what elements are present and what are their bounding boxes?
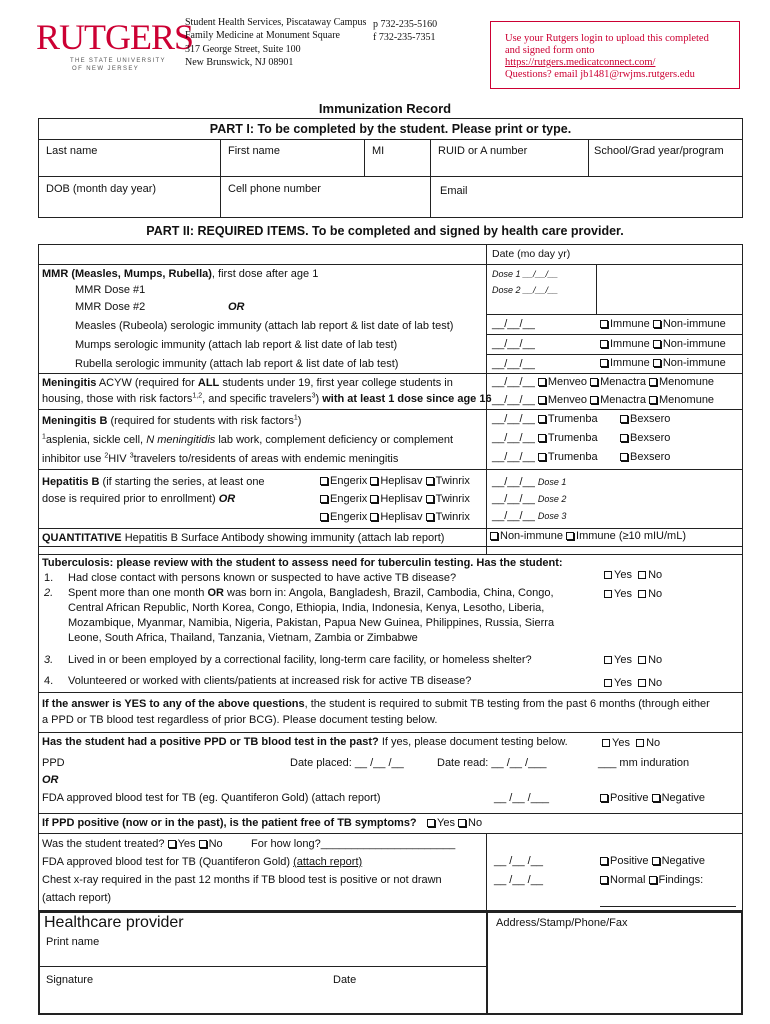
date-blank[interactable]: __/__/__	[492, 493, 535, 505]
tb-positive-question	[42, 736, 568, 748]
checkbox[interactable]	[600, 857, 608, 865]
mmr-title	[42, 268, 318, 280]
option-label: Engerix	[330, 511, 368, 523]
checkbox[interactable]	[638, 679, 646, 687]
dose-label: Dose 3	[537, 511, 567, 521]
email-field[interactable]: Email	[440, 185, 468, 197]
tb-q3-num: 3.	[44, 654, 54, 666]
hepb-dose3-date[interactable]	[492, 510, 566, 522]
date-blank[interactable]: __/__/__	[492, 432, 535, 444]
sup: 3	[129, 452, 134, 460]
option-label: Twinrix	[435, 511, 470, 523]
address-line: 317 George Street, Suite 100	[185, 43, 301, 55]
part2-heading: PART II: REQUIRED ITEMS. To be completed and signed by health care provider.	[146, 224, 624, 238]
checkbox[interactable]	[652, 794, 660, 802]
option-label: Menactra	[600, 394, 646, 406]
checkbox[interactable]	[649, 378, 657, 386]
menb-dose3[interactable]	[492, 451, 598, 463]
logo-wordmark: RUTGERS	[36, 17, 194, 57]
upload-link[interactable]: https://rutgers.medicatconnect.com/	[505, 57, 656, 68]
tb-if-yes-line2: a PPD or TB blood test regardless of prior BCG). Please document testing below.	[42, 714, 438, 726]
option-label: No	[648, 677, 663, 689]
menacwy-line2	[42, 393, 492, 405]
text: (required for students with risk factors	[107, 415, 294, 427]
notice-line: Use your Rutgers login to upload this completed	[505, 33, 709, 44]
provider-signature[interactable]: Signature	[46, 974, 94, 986]
text: asplenia, sickle cell,	[45, 434, 147, 446]
checkbox[interactable]	[426, 495, 434, 503]
provider-date[interactable]: Date	[333, 974, 357, 986]
checkbox[interactable]	[168, 840, 176, 848]
rubella-immunity-label: Rubella serologic immunity (attach lab report & list date of lab test)	[75, 358, 399, 370]
checkbox[interactable]	[638, 571, 646, 579]
mmr-title-bold: MMR (Measles, Mumps, Rubella)	[42, 268, 212, 280]
bexsero-option-1[interactable]	[620, 413, 670, 425]
menb-bold: Meningitis B	[42, 415, 108, 427]
checkbox[interactable]	[590, 378, 598, 386]
text: Spent more than one month	[68, 587, 208, 599]
checkbox[interactable]	[602, 739, 610, 747]
date-blank[interactable]: __/__/__	[492, 476, 535, 488]
option-label: Non-immune	[500, 530, 563, 542]
school-field[interactable]: School/Grad year/program	[594, 145, 724, 157]
option-label: Immune	[610, 357, 650, 369]
text: If the answer is YES to any of the above questions	[42, 698, 305, 710]
text: (attach report)	[293, 856, 363, 868]
option-label: Yes	[614, 654, 632, 666]
text: OR	[218, 493, 236, 505]
option-label: Heplisav	[380, 511, 423, 523]
menb-dose2[interactable]	[492, 432, 598, 444]
option-label: Non-immune	[662, 338, 726, 350]
checkbox[interactable]	[636, 739, 644, 747]
option-label: Yes	[437, 817, 455, 829]
hepb-line2	[42, 493, 235, 505]
text: Has the student had a positive PPD or TB blood test in the past?	[42, 736, 379, 748]
mumps-immunity-label: Mumps serologic immunity (attach lab report & list date of lab test)	[75, 339, 398, 351]
tb-q3: Lived in or been employed by a correctional facility, long-term care facility, or homeless shelter?	[68, 654, 532, 666]
date-blank[interactable]: __/__/__	[492, 413, 535, 425]
fda-blood-test-2-date[interactable]: __ /__ /__	[494, 855, 543, 867]
dose-label: Dose 1	[537, 477, 567, 487]
option-label: Immune	[610, 338, 650, 350]
text: N meningitidis	[146, 434, 216, 446]
checkbox[interactable]	[620, 415, 628, 423]
text: was born in: Angola, Bangladesh, Brazil, Cambodia, China, Congo,	[223, 587, 554, 599]
checkbox[interactable]	[370, 477, 378, 485]
date-blank[interactable]: __/__/__	[492, 394, 535, 406]
ppd-induration[interactable]: ___ mm induration	[598, 757, 690, 769]
mmr-dose1-label: MMR Dose #1	[75, 284, 146, 296]
address-line: New Brunswick, NJ 08901	[185, 56, 294, 68]
checkbox[interactable]	[566, 532, 574, 540]
menb-line2	[42, 434, 453, 446]
date-blank[interactable]: __/__/__	[492, 510, 535, 522]
option-label: Yes	[614, 677, 632, 689]
last-name-field[interactable]: Last name	[46, 145, 98, 157]
text: QUANTITATIVE	[42, 532, 122, 544]
sup: 2	[104, 452, 109, 460]
fda-blood-test-2	[42, 856, 362, 868]
option-label: Menactra	[600, 376, 646, 388]
chest-xray-line2: (attach report)	[42, 892, 112, 904]
hepb-vaccine-row-2[interactable]	[320, 493, 470, 505]
menb-dose1[interactable]	[492, 413, 598, 425]
tb-if-yes-line1	[42, 698, 710, 710]
text: (if starting the series, at least one	[99, 476, 265, 488]
checkbox[interactable]	[426, 513, 434, 521]
option-label: Menomune	[659, 394, 715, 406]
tb-symptom-answer[interactable]	[427, 817, 482, 829]
hepb-dose2-date[interactable]	[492, 493, 566, 505]
option-label: Trumenba	[547, 432, 598, 444]
option-label: Immune	[610, 318, 650, 330]
option-label: Twinrix	[435, 475, 470, 487]
hepb-immunity-options[interactable]	[490, 530, 686, 542]
hepb-vaccine-row-1[interactable]	[320, 475, 470, 487]
sup: 3	[311, 392, 316, 400]
date-blank[interactable]: __/__/__	[492, 376, 535, 388]
checkbox[interactable]	[320, 495, 328, 503]
measles-date[interactable]: __/__/__	[492, 318, 535, 330]
tb-q4-answer[interactable]	[604, 677, 662, 689]
checkbox[interactable]	[649, 876, 657, 884]
fda-result-options[interactable]	[600, 792, 705, 804]
option-label: Yes	[177, 838, 196, 850]
text: Hepatitis B Surface Antibody showing immunity (attach lab report)	[121, 532, 445, 544]
tb-q1: Had close contact with persons known or suspected to have active TB disease?	[68, 572, 457, 584]
date-column-header: Date (mo day yr)	[492, 248, 571, 260]
ruid-field[interactable]: RUID or A number	[438, 145, 528, 157]
checkbox[interactable]	[653, 359, 661, 367]
mmr-title-rest: , first dose after age 1	[211, 268, 319, 280]
text: ALL	[197, 377, 220, 389]
checkbox[interactable]	[638, 656, 646, 664]
tb-q1-answer[interactable]	[604, 569, 662, 581]
option-label: Positive	[610, 792, 649, 804]
option-label: Engerix	[330, 475, 368, 487]
tb-q3-answer[interactable]	[604, 654, 662, 666]
option-label: Menomune	[659, 376, 715, 388]
chest-xray-date[interactable]: __ /__ /__	[494, 874, 543, 886]
checkbox[interactable]	[370, 495, 378, 503]
logo-subtitle-2: OF NEW JERSEY	[72, 66, 140, 72]
text: , the student is required to submit TB testing from the past 6 months (through either	[304, 698, 710, 710]
text: dose is required prior to enrollment)	[42, 493, 219, 505]
fda-2-result-options[interactable]	[600, 855, 705, 867]
option-label: Menveo	[547, 376, 588, 388]
hepb-dose1-date[interactable]	[492, 476, 566, 488]
checkbox[interactable]	[604, 656, 612, 664]
provider-address-stamp[interactable]: Address/Stamp/Phone/Fax	[496, 917, 628, 929]
address-line: Family Medicine at Monument Square	[185, 30, 340, 42]
clinic-contact	[373, 18, 437, 45]
text: Was the student treated?	[42, 838, 165, 850]
checkbox[interactable]	[604, 571, 612, 579]
option-label: Negative	[661, 855, 706, 867]
checkbox[interactable]	[600, 359, 608, 367]
measles-immune-option[interactable]	[600, 318, 726, 330]
option-label: No	[648, 569, 663, 581]
date-blank[interactable]: __/__/__	[492, 451, 535, 463]
provider-title: Healthcare provider	[44, 914, 184, 931]
menacwy-dose1[interactable]	[492, 376, 714, 388]
tb-q2-num: 2.	[44, 587, 54, 599]
text: FDA approved blood test for TB (Quantiferon Gold)	[42, 856, 294, 868]
checkbox[interactable]	[653, 340, 661, 348]
menacwy-dose2[interactable]	[492, 394, 714, 406]
fda-blood-test-date[interactable]: __ /__ /___	[494, 792, 550, 804]
tb-q2-line2: Central African Republic, North Korea, Congo, Ethiopia, India, Indonesia, Kenya, Lesotho, Liberia,	[68, 602, 545, 614]
part1-heading: PART I: To be completed by the student. Please print or type.	[209, 122, 572, 136]
text: housing, those with risk factors	[42, 393, 193, 405]
option-label: Bexsero	[630, 432, 671, 444]
text: OR	[207, 587, 224, 599]
checkbox[interactable]	[604, 679, 612, 687]
ppd-date-placed[interactable]: Date placed: __ /__ /__	[290, 757, 404, 769]
ppd-label: PPD	[42, 757, 65, 769]
checkbox[interactable]	[199, 840, 207, 848]
menacwy-bold: Meningitis	[42, 377, 97, 389]
checkbox[interactable]	[653, 320, 661, 328]
mmr-dose1-date[interactable]: Dose 1 __/__/__	[492, 269, 559, 279]
tb-q4-num: 4.	[44, 675, 54, 687]
provider-print-name[interactable]: Print name	[46, 936, 100, 948]
ppd-or: OR	[42, 774, 59, 786]
clinic-address	[185, 16, 366, 69]
option-label: Bexsero	[630, 451, 671, 463]
option-label: Normal	[610, 874, 646, 886]
hepb-quantitative	[42, 532, 444, 544]
checkbox[interactable]	[538, 453, 546, 461]
mi-field[interactable]: MI	[372, 145, 385, 157]
option-label: Trumenba	[547, 451, 598, 463]
text: )	[315, 393, 323, 405]
option-label: Engerix	[330, 493, 368, 505]
mmr-dose2-date[interactable]: Dose 2 __/__/__	[492, 285, 559, 295]
option-label: Negative	[661, 792, 706, 804]
menb-line3	[42, 453, 398, 465]
tb-q2-line3: Mozambique, Myanmar, Namibia, Nigeria, Pakistan, Papua New Guinea, Philippines, Russia, Sierra	[68, 617, 555, 629]
text: travelers to/residents of areas with endemic meningitis	[133, 453, 399, 465]
logo-subtitle-1: THE STATE UNIVERSITY	[70, 58, 166, 64]
checkbox[interactable]	[320, 513, 328, 521]
text: , and specific travelers	[202, 393, 312, 405]
option-label: Menveo	[547, 394, 588, 406]
phone-number: p 732-235-5160	[373, 19, 438, 30]
tb-q1-num: 1.	[44, 572, 54, 584]
checkbox[interactable]	[600, 876, 608, 884]
bexsero-option-3[interactable]	[620, 451, 670, 463]
fax-number: f 732-235-7351	[373, 32, 436, 44]
ppd-date-read[interactable]: Date read: __ /__ /___	[437, 757, 547, 769]
checkbox[interactable]	[320, 477, 328, 485]
option-label: Positive	[610, 855, 649, 867]
option-label: No	[468, 817, 483, 829]
option-label: Heplisav	[380, 475, 423, 487]
form-title: Immunization Record	[318, 101, 452, 116]
rubella-immune-option[interactable]	[600, 357, 726, 369]
notice-email[interactable]: Questions? email jb1481@rwjms.rutgers.edu	[505, 69, 695, 80]
option-label: No	[648, 588, 663, 600]
checkbox[interactable]	[538, 396, 546, 404]
mumps-immune-option[interactable]	[600, 338, 726, 350]
option-label: Yes	[612, 737, 630, 749]
mmr-dose2-label: MMR Dose #2	[75, 301, 146, 313]
checkbox[interactable]	[652, 857, 660, 865]
sup: 1	[293, 414, 298, 422]
bexsero-option-2[interactable]	[620, 432, 670, 444]
option-label: Non-immune	[662, 357, 726, 369]
option-label: Twinrix	[435, 493, 470, 505]
option-label: No	[646, 737, 661, 749]
checkbox[interactable]	[538, 415, 546, 423]
text: ACYW (required for	[96, 377, 198, 389]
option-label: Bexsero	[630, 413, 671, 425]
text: )	[297, 415, 302, 427]
checkbox[interactable]	[370, 513, 378, 521]
checkbox[interactable]	[490, 532, 498, 540]
tb-q2-line1	[68, 587, 554, 599]
checkbox[interactable]	[458, 819, 466, 827]
checkbox[interactable]	[649, 396, 657, 404]
rubella-date[interactable]: __/__/__	[492, 358, 535, 370]
tb-positive-answer[interactable]	[602, 737, 660, 749]
checkbox[interactable]	[604, 590, 612, 598]
option-label: Non-immune	[662, 318, 726, 330]
option-label: Yes	[614, 588, 632, 600]
text: : please review with the student to assess need for tuberculin testing. Has the student:	[109, 557, 563, 569]
checkbox[interactable]	[600, 794, 608, 802]
checkbox[interactable]	[600, 320, 608, 328]
checkbox[interactable]	[538, 378, 546, 386]
text: lab work, complement deficiency or complement	[215, 434, 454, 446]
option-label: Yes	[614, 569, 632, 581]
text: If yes, please document testing below.	[378, 736, 568, 748]
tb-treated-question	[42, 838, 223, 850]
fda-blood-test-label: FDA approved blood test for TB (eg. Quantiferon Gold) (attach report)	[42, 792, 381, 804]
option-label: Heplisav	[380, 493, 423, 505]
notice-line: and signed form onto	[505, 45, 595, 56]
checkbox[interactable]	[638, 590, 646, 598]
text: HIV	[108, 453, 130, 465]
tb-symptom-question: If PPD positive (now or in the past), is the patient free of TB symptoms?	[42, 817, 417, 829]
option-label: Findings:	[658, 874, 704, 886]
hepb-bold: Hepatitis B	[42, 476, 100, 488]
mmr-or: OR	[228, 301, 245, 313]
checkbox[interactable]	[620, 453, 628, 461]
text: Tuberculosis	[42, 557, 110, 569]
menb-line1	[42, 415, 301, 427]
hepb-line1	[42, 476, 265, 488]
sup: 1,2	[192, 392, 203, 400]
text: with at least 1 dose since age 16	[322, 393, 492, 405]
checkbox[interactable]	[427, 819, 435, 827]
chest-xray-line1: Chest x-ray required in the past 12 months if TB blood test is positive or not drawn	[42, 874, 442, 886]
checkbox[interactable]	[620, 434, 628, 442]
checkbox[interactable]	[426, 477, 434, 485]
dose-label: Dose 2	[537, 494, 567, 504]
option-label: No	[208, 838, 223, 850]
tb-intro	[42, 557, 563, 569]
option-label: Trumenba	[547, 413, 598, 425]
measles-immunity-label: Measles (Rubeola) serologic immunity (attach lab report & list date of lab test)	[75, 320, 454, 332]
checkbox[interactable]	[538, 434, 546, 442]
checkbox[interactable]	[590, 396, 598, 404]
checkbox[interactable]	[600, 340, 608, 348]
option-label: Immune (≥10 mIU/mL)	[576, 530, 686, 542]
text: inhibitor use	[42, 453, 105, 465]
sup: 1	[42, 433, 46, 441]
tb-q2-answer[interactable]	[604, 588, 662, 600]
mumps-date[interactable]: __/__/__	[492, 338, 535, 350]
hepb-vaccine-row-3[interactable]	[320, 511, 470, 523]
tb-q2-line4: Leone, South Africa, Thailand, Tanzania, Vietnam, Zambia or Zimbabwe	[68, 632, 418, 644]
tb-q4: Volunteered or worked with clients/patients at increased risk for active TB disease?	[68, 675, 472, 687]
xray-result-options[interactable]	[600, 874, 703, 886]
dob-field[interactable]: DOB (month day year)	[46, 183, 157, 195]
tb-treated-duration[interactable]: For how long?______________________	[251, 838, 456, 850]
first-name-field[interactable]: First name	[228, 145, 280, 157]
menacwy-line1	[42, 377, 453, 389]
address-line: Student Health Services, Piscataway Campus	[185, 17, 367, 28]
upload-notice	[505, 33, 709, 81]
cell-phone-field[interactable]: Cell phone number	[228, 183, 321, 195]
text: students under 19, first year college students in	[219, 377, 453, 389]
option-label: No	[648, 654, 663, 666]
